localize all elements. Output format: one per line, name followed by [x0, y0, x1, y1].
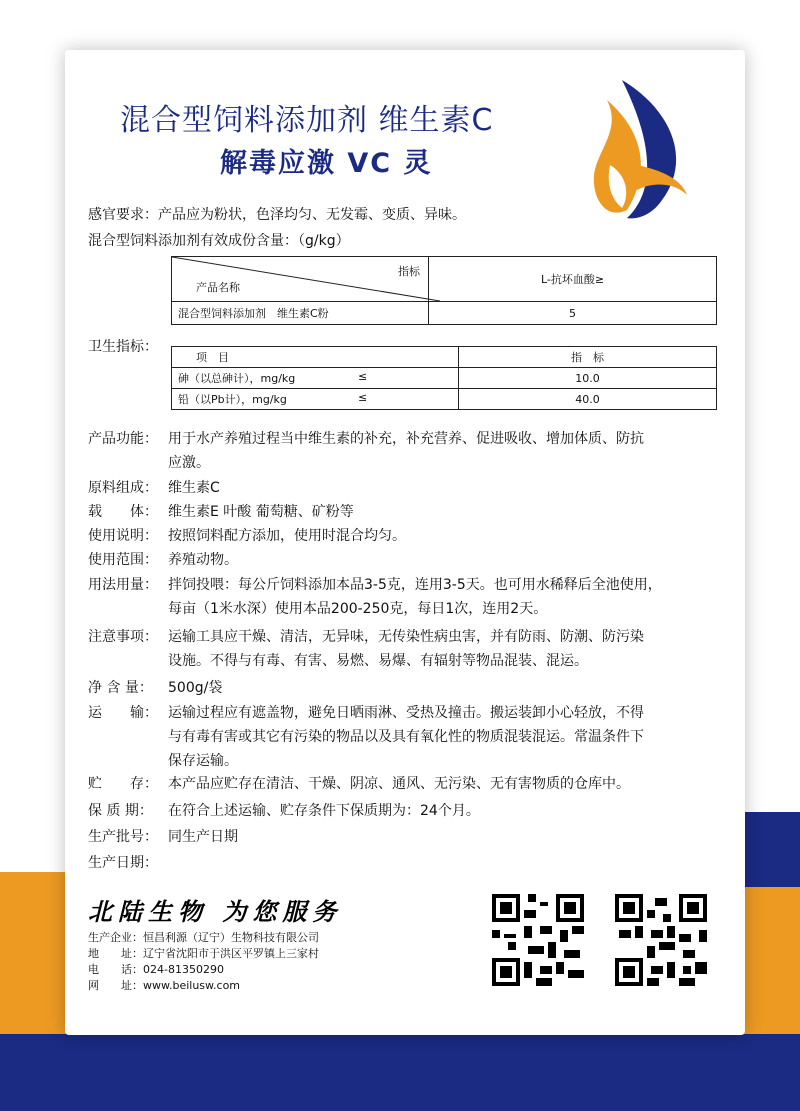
table-row — [172, 368, 459, 389]
phone-value: 024-81350290 — [143, 963, 224, 976]
section-label: 使用范围： — [88, 552, 158, 568]
section-label: 贮 存： — [88, 776, 158, 792]
address-value: 辽宁省沈阳市于洪区平罗镇上三家村 — [143, 947, 319, 960]
section-text: 养殖动物。 — [168, 552, 238, 568]
section-label: 运 输： — [88, 705, 158, 721]
section-text: 拌饲投喂：每公斤饲料添加本品3-5克，连用3-5天。也可用水稀释后全池使用， — [168, 577, 662, 593]
hygiene-table — [171, 346, 717, 410]
row-symbol: ≤ — [358, 370, 368, 383]
product-category-title: 混合型饲料添加剂 维生素C — [120, 103, 494, 138]
section-text: 500g/袋 — [168, 680, 223, 696]
section-label: 保 质 期： — [88, 803, 153, 819]
col-item: 项 目 — [172, 347, 459, 368]
web-row — [88, 978, 319, 994]
col-index: 指 标 — [459, 347, 717, 368]
row-item: 砷（以总砷计），mg/kg — [178, 372, 296, 385]
section-label: 生产批号： — [88, 829, 158, 845]
flame-logo-icon — [582, 70, 692, 230]
content-heading: 混合型饲料添加剂有效成份含量：（g/kg） — [88, 233, 350, 249]
section-label: 使用说明： — [88, 528, 158, 544]
header-indicator: 指标 — [398, 265, 420, 278]
address-label: 地 址： — [88, 947, 143, 960]
row-symbol: ≤ — [358, 391, 368, 404]
row-value: 5 — [429, 302, 717, 325]
section-label: 净 含 量： — [88, 680, 153, 696]
section-text: 用于水产养殖过程当中维生素的补充，补充营养、促进吸收、增加体质、防抗 — [168, 431, 644, 447]
company-slogan: 北陆生物 为您服务 — [88, 898, 343, 926]
web-label: 网 址： — [88, 979, 143, 992]
section-text: 维生素C — [168, 480, 220, 496]
sensory-text: 产品应为粉状，色泽均匀、无发霉、变质、异味。 — [158, 207, 466, 223]
qr-code-icon[interactable] — [611, 890, 711, 990]
section-text: 保存运输。 — [168, 753, 238, 769]
row-value: 40.0 — [459, 389, 717, 410]
phone-row — [88, 962, 319, 978]
section-text: 在符合上述运输、贮存条件下保质期为：24个月。 — [168, 803, 480, 819]
table-header-diagonal — [172, 257, 429, 302]
qr-code-icon[interactable] — [488, 890, 588, 990]
phone-label: 电 话： — [88, 963, 143, 976]
content-table — [171, 256, 717, 325]
row-value: 10.0 — [459, 368, 717, 389]
navy-band — [0, 1034, 800, 1111]
company-row — [88, 930, 319, 946]
header-product: 产品名称 — [196, 281, 240, 294]
section-label: 注意事项： — [88, 629, 158, 645]
web-link[interactable]: www.beilusw.com — [143, 979, 241, 992]
section-text: 维生素E 叶酸 葡萄糖、矿粉等 — [168, 504, 354, 520]
navy-accent — [740, 812, 800, 887]
section-text: 设施。不得与有毒、有害、易燃、易爆、有辐射等物品混装、混运。 — [168, 653, 588, 669]
row-item: 铅（以Pb计），mg/kg — [178, 393, 287, 406]
header-value: L-抗坏血酸≥ — [429, 257, 717, 302]
section-text: 运输工具应干燥、清洁，无异味，无传染性病虫害，并有防雨、防潮、防污染 — [168, 629, 644, 645]
company-name: 恒昌利源（辽宁）生物科技有限公司 — [143, 931, 319, 944]
address-row — [88, 946, 319, 962]
section-label: 载 体： — [88, 504, 158, 520]
section-label: 生产日期： — [88, 855, 158, 871]
table-row — [172, 389, 459, 410]
section-label: 用法用量： — [88, 577, 158, 593]
section-text: 按照饲料配方添加，使用时混合均匀。 — [168, 528, 406, 544]
hygiene-label: 卫生指标： — [88, 339, 158, 355]
section-text: 与有毒有害或其它有污染的物品以及具有氧化性的物质混装混运。常温条件下 — [168, 729, 644, 745]
sensory-label: 感官要求： — [88, 207, 158, 223]
section-text: 每亩（1米水深）使用本品200-250克，每日1次，连用2天。 — [168, 601, 548, 617]
company-label: 生产企业： — [88, 931, 143, 944]
section-label: 产品功能： — [88, 431, 158, 447]
section-text: 同生产日期 — [168, 829, 238, 845]
section-text: 运输过程应有遮盖物，避免日晒雨淋、受热及撞击。搬运装卸小心轻放，不得 — [168, 705, 644, 721]
section-label: 原料组成： — [88, 480, 158, 496]
product-name-title: 解毒应激 VC 灵 — [220, 148, 433, 179]
sensory-requirement — [88, 204, 466, 224]
section-text: 本产品应贮存在清洁、干燥、阴凉、通风、无污染、无有害物质的仓库中。 — [168, 776, 630, 792]
section-text: 应激。 — [168, 455, 210, 471]
row-product: 混合型饲料添加剂 维生素C粉 — [172, 302, 429, 325]
company-info — [88, 930, 319, 994]
